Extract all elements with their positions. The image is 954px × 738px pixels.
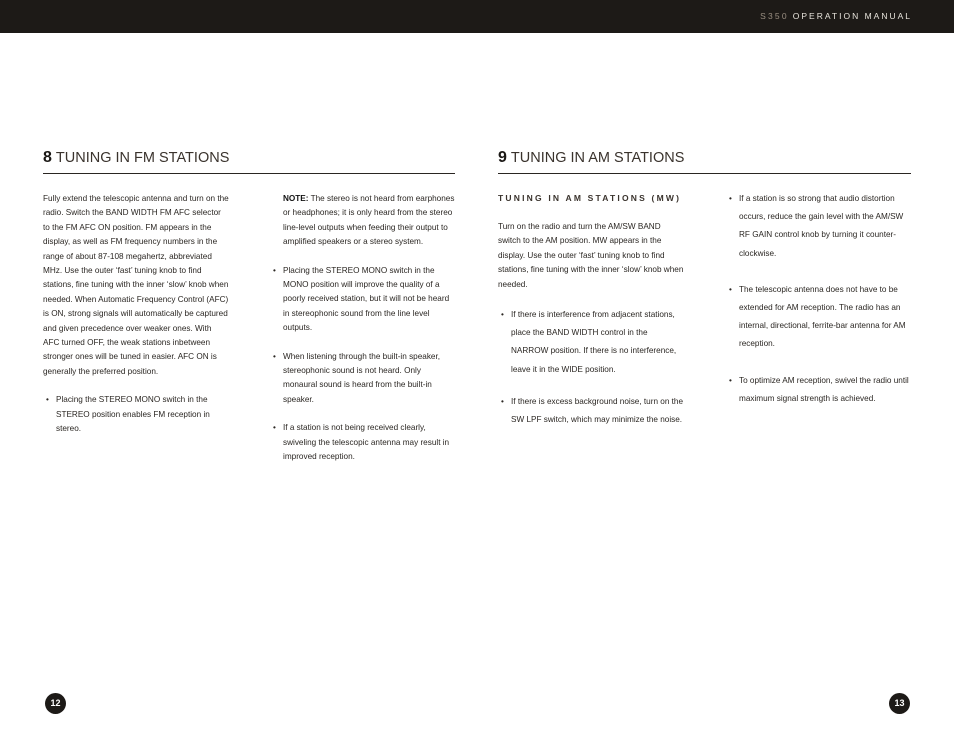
list-item: • Placing the STEREO MONO switch in the MONO position will improve the quality of a poorly received station, but it will not be heard in stereophonic sound from the line level outputs. <box>270 264 456 336</box>
manual-title-text: OPERATION MANUAL <box>792 11 912 21</box>
fm-section-number: 8 <box>43 149 52 166</box>
am-bullets-right <box>726 190 910 408</box>
list-item: • If there is interference from adjacent stations, place the BAND WIDTH control in the NARROW position. If there is no interference, leave it in the WIDE position. <box>498 306 684 379</box>
list-item: • When listening through the built-in speaker, stereophonic sound is not heard. Only monaural sound is heard from the built-in speaker. <box>270 350 456 408</box>
fm-column-left <box>43 192 229 451</box>
am-intro-paragraph: Turn on the radio and turn the AM/SW BAND switch to the AM position. MW appears in the display. Use the outer ‘fast’ tuning knob to find stations, fine tuning with the inner ‘slow’ knob when needed. <box>498 222 684 289</box>
am-column-right <box>726 190 910 422</box>
note-text: The stereo is not heard from earphones or headphones; it is only heard from the stereo line-level outputs when feeding their output to amplified speakers or a stereo system. <box>283 194 455 247</box>
model-name: S350 <box>760 11 789 21</box>
manual-title <box>760 11 912 21</box>
am-section-number: 9 <box>498 149 507 166</box>
fm-bullets-right <box>270 264 456 465</box>
fm-title-rule <box>43 173 455 174</box>
fm-section-title <box>43 149 229 167</box>
fm-intro-paragraph: Fully extend the telescopic antenna and turn on the radio. Switch the BAND WIDTH FM AFC selector to the FM AFC ON position. FM appears in the display, as well as FM frequency numbers in the range of about 87-108 megahertz, abbreviated MHz. Use the outer ‘fast’ tuning knob to find stations, fine tuning with the inner ‘slow’ knob when needed. When Automatic Frequency Control (AFC) is ON, strong signals will automatically be captured and given precedence over weaker ones. With AFC turned OFF, the weak stations inbetween stronger ones will be tuned in easier. AFC ON is generally the preferred position. <box>43 194 229 376</box>
list-item: • If a station is not being received clearly, swiveling the telescopic antenna may result in improved reception. <box>270 421 456 464</box>
page-number-left: 12 <box>45 693 66 714</box>
fm-column-right <box>270 192 456 479</box>
list-item: • To optimize AM reception, swivel the radio until maximum signal strength is achieved. <box>726 372 910 408</box>
am-title-rule <box>498 173 911 174</box>
am-section-title-text: TUNING IN AM STATIONS <box>510 150 685 166</box>
fm-section-title-text: TUNING IN FM STATIONS <box>55 150 230 166</box>
note-label: NOTE: <box>283 194 309 203</box>
am-section-title <box>498 149 684 167</box>
list-item: • If a station is so strong that audio distortion occurs, reduce the gain level with the AM/SW RF GAIN control knob by turning it counter-clockwise. <box>726 190 910 263</box>
fm-bullets-left <box>43 393 229 436</box>
header-bar <box>0 0 954 33</box>
am-subheading: TUNING IN AM STATIONS (MW) <box>498 193 682 203</box>
list-item: • The telescopic antenna does not have to be extended for AM reception. The radio has an internal, directional, ferrite-bar antenna for AM reception. <box>726 281 910 354</box>
am-column-left <box>498 220 684 443</box>
fm-note-paragraph <box>270 192 456 250</box>
am-bullets-left <box>498 306 684 429</box>
list-item: • Placing the STEREO MONO switch in the STEREO position enables FM reception in stereo. <box>43 393 229 436</box>
list-item: • If there is excess background noise, turn on the SW LPF switch, which may minimize the noise. <box>498 393 684 429</box>
page-number-right: 13 <box>889 693 910 714</box>
